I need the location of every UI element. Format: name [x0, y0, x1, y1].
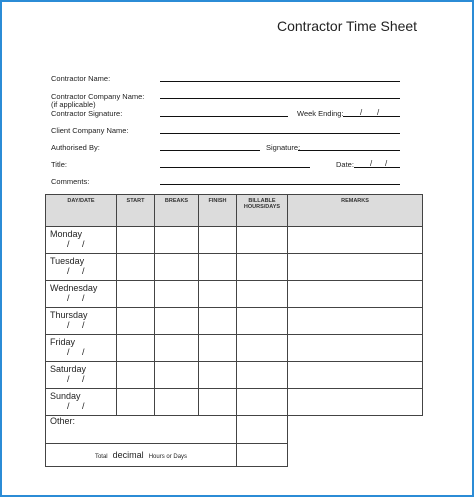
col-header-day: DAY/DATE — [46, 195, 117, 227]
total-value-cell[interactable] — [237, 444, 288, 467]
breaks-cell[interactable] — [155, 335, 199, 362]
remarks-blank — [288, 416, 423, 467]
start-cell[interactable] — [117, 254, 155, 281]
remarks-cell[interactable] — [288, 281, 423, 308]
date-slashes: / / — [67, 374, 85, 384]
day-name: Tuesday — [50, 256, 85, 266]
day-name: Saturday — [50, 364, 87, 374]
day-cell — [46, 281, 117, 308]
breaks-cell[interactable] — [155, 227, 199, 254]
day-cell — [46, 227, 117, 254]
total-cell — [46, 444, 237, 467]
comments-field[interactable] — [160, 184, 400, 185]
col-header-breaks: BREAKS — [155, 195, 199, 227]
day-name: Sunday — [50, 391, 81, 401]
total-label: Total — [94, 454, 108, 460]
day-name: Wednesday — [50, 283, 98, 293]
col-header-finish: FINISH — [199, 195, 237, 227]
company-name-label: Contractor Company Name: — [51, 92, 145, 101]
total-unit-label: Hours or Days — [148, 454, 188, 460]
day-cell — [46, 308, 117, 335]
week-ending-label: Week Ending: — [297, 109, 344, 118]
if-applicable-label: (if applicable) — [51, 100, 96, 109]
billable-cell[interactable] — [237, 227, 288, 254]
other-billable-cell[interactable] — [237, 416, 288, 444]
start-cell[interactable] — [117, 362, 155, 389]
col-header-billable: BILLABLE HOURS/DAYS — [237, 195, 288, 227]
day-cell — [46, 362, 117, 389]
finish-cell[interactable] — [199, 227, 237, 254]
remarks-cell[interactable] — [288, 227, 423, 254]
timesheet-table — [45, 194, 423, 467]
breaks-cell[interactable] — [155, 281, 199, 308]
table-row — [46, 281, 423, 308]
table-row — [46, 335, 423, 362]
authorised-by-label: Authorised By: — [51, 143, 100, 152]
title-field[interactable] — [160, 167, 310, 168]
date-slashes: / / — [67, 401, 85, 411]
signature2-label: Signature: — [266, 143, 301, 152]
date-separator: / — [360, 108, 363, 117]
total-decimal-label: decimal — [112, 450, 144, 460]
finish-cell[interactable] — [199, 281, 237, 308]
start-cell[interactable] — [117, 389, 155, 416]
other-label: Other: — [50, 416, 76, 426]
day-cell — [46, 389, 117, 416]
billable-cell[interactable] — [237, 362, 288, 389]
contractor-name-label: Contractor Name: — [51, 74, 111, 83]
billable-cell[interactable] — [237, 389, 288, 416]
day-name: Monday — [50, 229, 83, 239]
billable-cell[interactable] — [237, 308, 288, 335]
contractor-name-field[interactable] — [160, 81, 400, 82]
breaks-cell[interactable] — [155, 389, 199, 416]
date-slashes: / / — [67, 239, 85, 249]
company-name-field[interactable] — [160, 98, 400, 99]
comments-label: Comments: — [51, 177, 90, 186]
billable-cell[interactable] — [237, 281, 288, 308]
signature-label: Contractor Signature: — [51, 109, 123, 118]
breaks-cell[interactable] — [155, 308, 199, 335]
table-header-row — [46, 195, 423, 227]
remarks-cell[interactable] — [288, 308, 423, 335]
day-cell — [46, 335, 117, 362]
client-company-label: Client Company Name: — [51, 126, 129, 135]
finish-cell[interactable] — [199, 254, 237, 281]
day-cell — [46, 254, 117, 281]
day-name: Friday — [50, 337, 76, 347]
breaks-cell[interactable] — [155, 254, 199, 281]
date-field[interactable] — [354, 167, 400, 168]
remarks-cell[interactable] — [288, 389, 423, 416]
date-slashes: / / — [67, 266, 85, 276]
col-header-remarks: REMARKS — [288, 195, 423, 227]
date-slashes: / / — [67, 320, 85, 330]
other-row — [46, 416, 423, 444]
table-row — [46, 362, 423, 389]
billable-cell[interactable] — [237, 254, 288, 281]
date-slashes: / / — [67, 293, 85, 303]
finish-cell[interactable] — [199, 308, 237, 335]
date-label: Date: — [336, 160, 354, 169]
table-row — [46, 308, 423, 335]
finish-cell[interactable] — [199, 389, 237, 416]
client-company-field[interactable] — [160, 133, 400, 134]
finish-cell[interactable] — [199, 335, 237, 362]
table-row — [46, 389, 423, 416]
start-cell[interactable] — [117, 308, 155, 335]
remarks-cell[interactable] — [288, 335, 423, 362]
day-name: Thursday — [50, 310, 88, 320]
start-cell[interactable] — [117, 335, 155, 362]
signature-field[interactable] — [160, 116, 288, 117]
start-cell[interactable] — [117, 281, 155, 308]
billable-cell[interactable] — [237, 335, 288, 362]
table-row — [46, 227, 423, 254]
remarks-cell[interactable] — [288, 362, 423, 389]
title-label: Title: — [51, 160, 67, 169]
table-row — [46, 254, 423, 281]
date-slashes: / / — [67, 347, 85, 357]
col-header-start: START — [117, 195, 155, 227]
week-ending-field[interactable] — [343, 116, 400, 117]
signature2-field[interactable] — [298, 150, 400, 151]
remarks-cell[interactable] — [288, 254, 423, 281]
start-cell[interactable] — [117, 227, 155, 254]
page-title: Contractor Time Sheet — [277, 18, 418, 34]
other-cell[interactable] — [46, 416, 237, 444]
authorised-by-field[interactable] — [160, 150, 260, 151]
date-separator: / — [377, 108, 380, 117]
breaks-cell[interactable] — [155, 362, 199, 389]
date-separator: / — [385, 159, 388, 168]
finish-cell[interactable] — [199, 362, 237, 389]
date-separator: / — [370, 159, 373, 168]
